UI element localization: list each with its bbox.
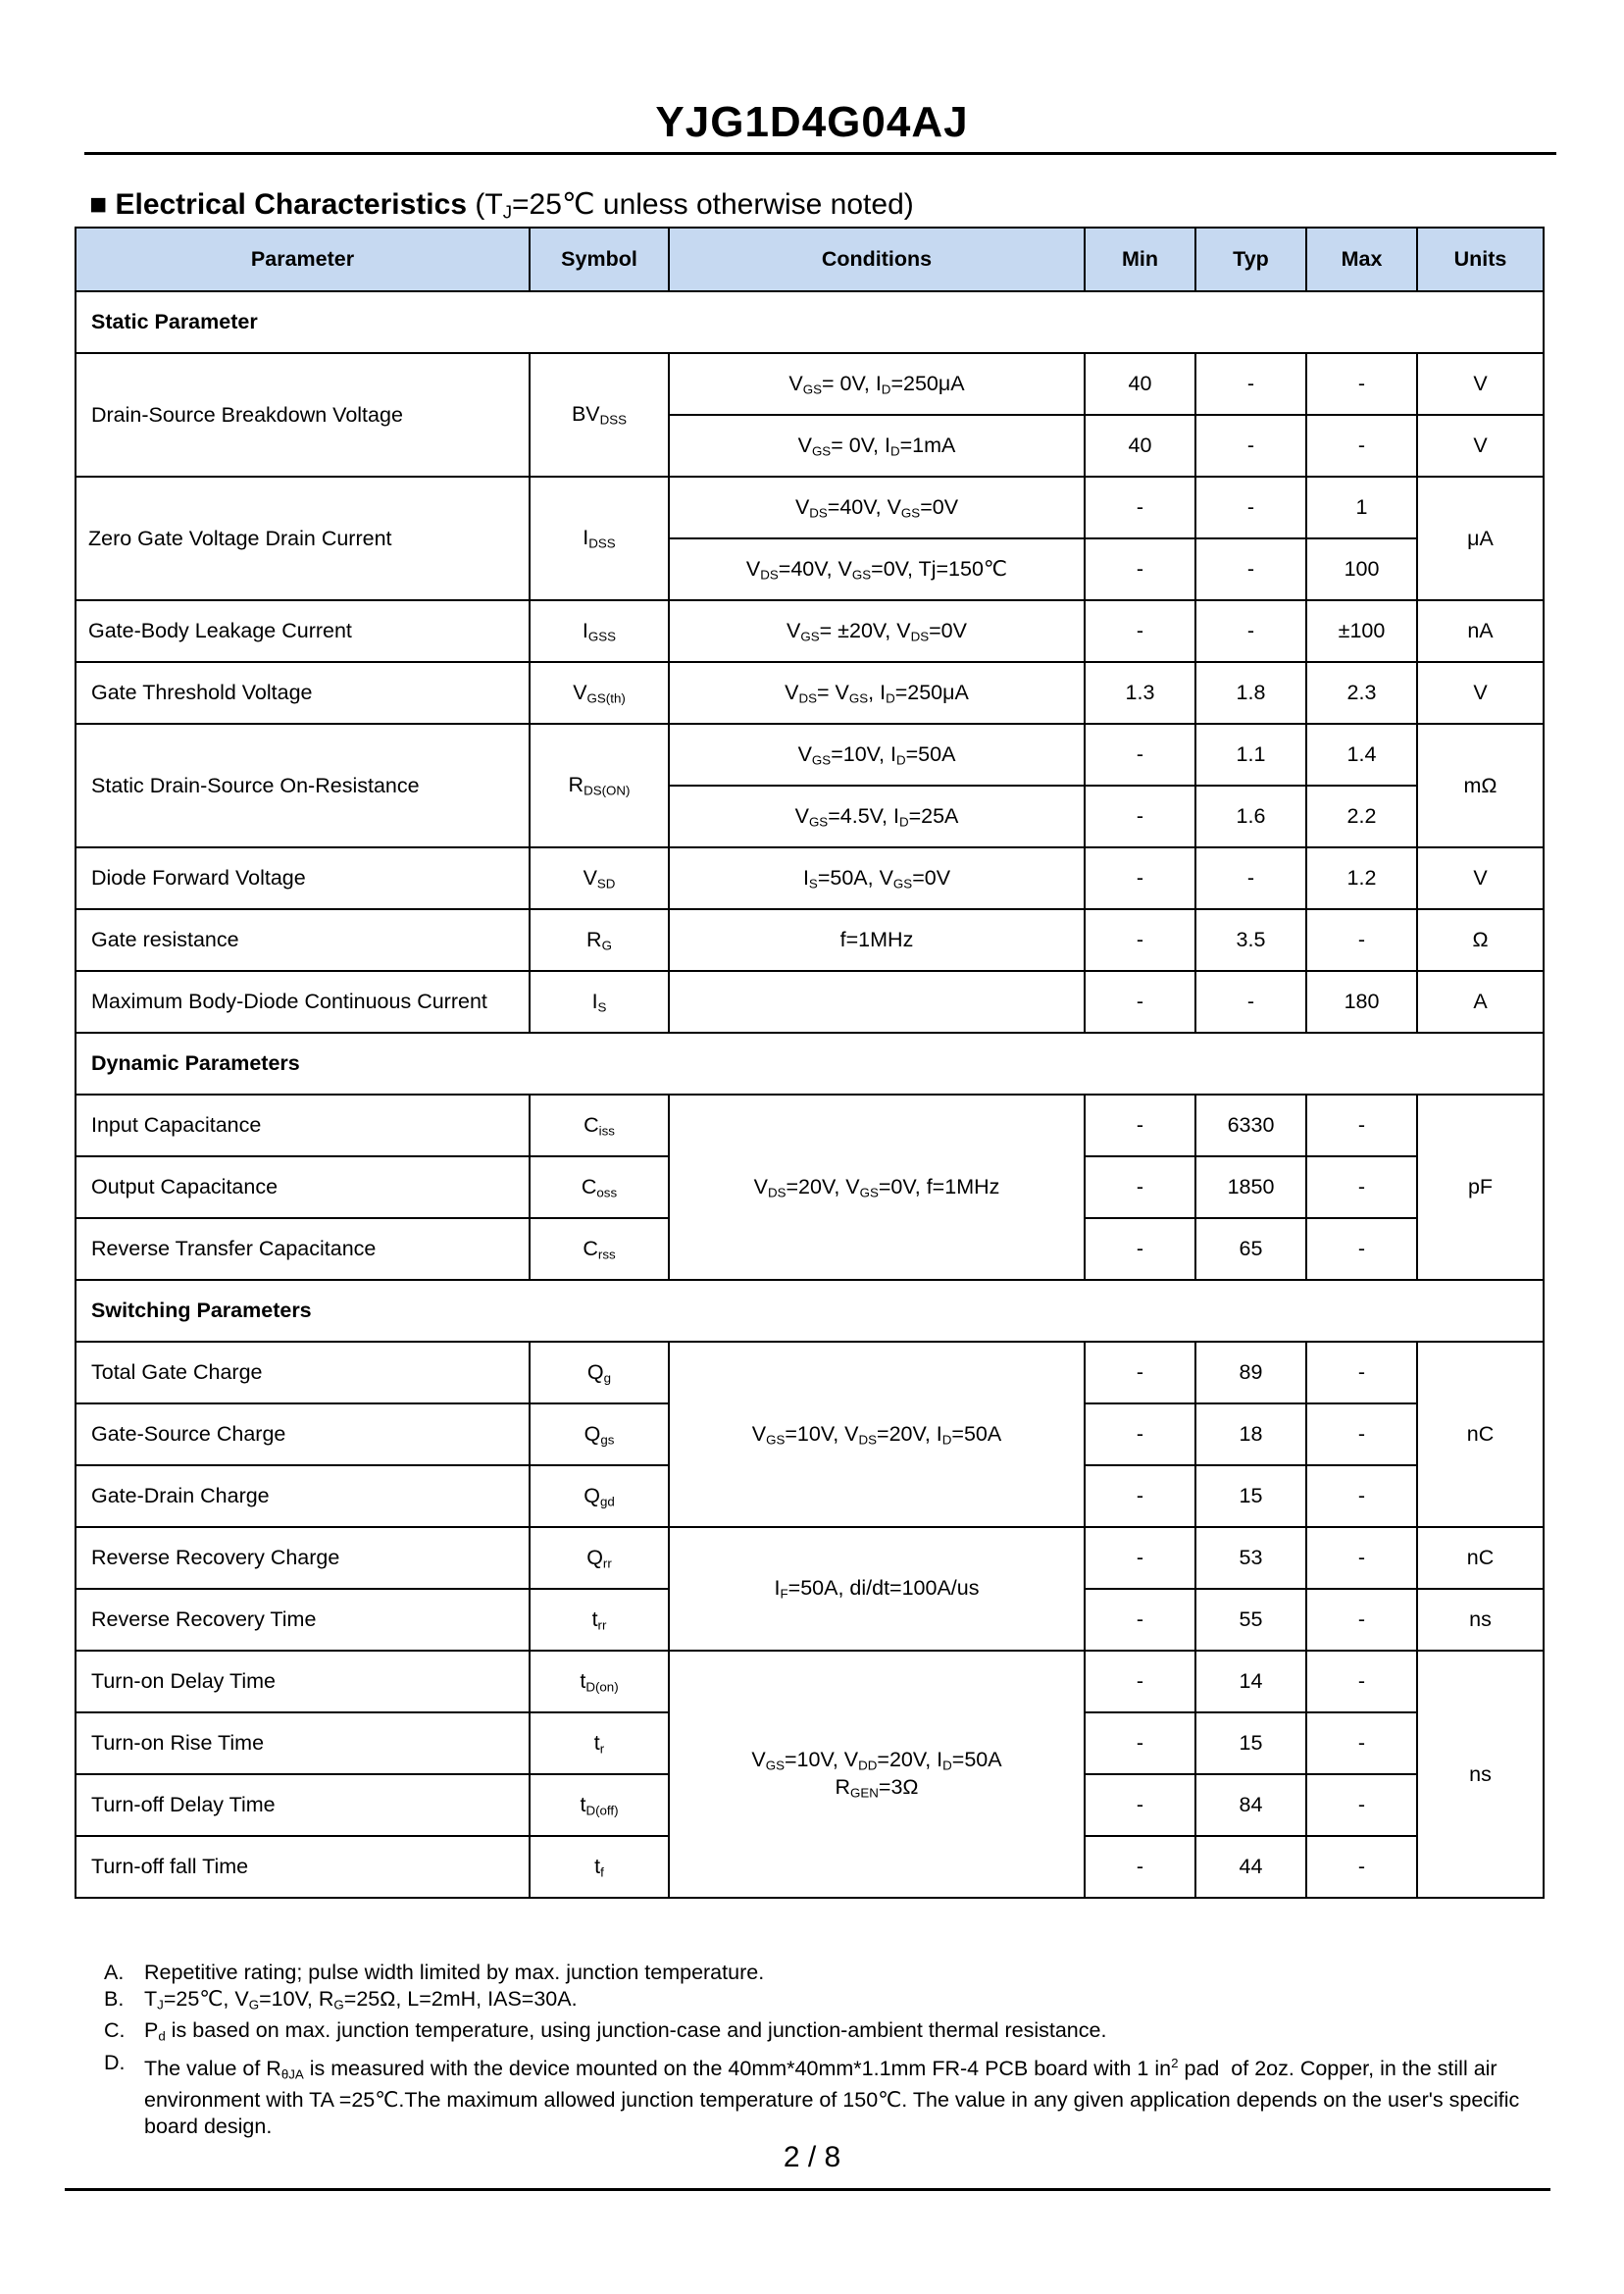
typ-cell: 15	[1195, 1465, 1306, 1527]
param-name: Turn-off Delay Time	[76, 1774, 530, 1836]
document-title: YJG1D4G04AJ	[655, 98, 969, 146]
units-cell: μA	[1417, 477, 1544, 600]
group-row-switching	[76, 1280, 1544, 1342]
table-row	[76, 477, 1544, 538]
header-units: Units	[1417, 228, 1544, 291]
min-cell: -	[1085, 477, 1195, 538]
header-typ: Typ	[1195, 228, 1306, 291]
page-number: 2 / 8	[783, 2141, 841, 2173]
footnotes	[104, 1960, 1536, 2140]
typ-cell: -	[1195, 538, 1306, 600]
symbol-cell: $t_r$	[530, 1712, 669, 1774]
param-name: Gate-Source Charge	[76, 1403, 530, 1465]
typ-cell: 1.6	[1195, 786, 1306, 847]
max-cell: ±100	[1306, 600, 1417, 662]
footnote-letter: A.	[104, 1961, 125, 1984]
max-cell: -	[1306, 1651, 1417, 1712]
typ-cell: 1.8	[1195, 662, 1306, 724]
param-name: Input Capacitance	[76, 1095, 530, 1156]
table-row	[76, 1095, 1544, 1156]
symbol-cell: $t_f$	[530, 1836, 669, 1898]
units-cell: nA	[1417, 600, 1544, 662]
max-cell: -	[1306, 1712, 1417, 1774]
param-name: Total Gate Charge	[76, 1342, 530, 1403]
symbol-cell: $t_{rr}$	[530, 1589, 669, 1651]
min-cell: -	[1085, 1774, 1195, 1836]
param-name: Diode Forward Voltage	[76, 847, 530, 909]
symbol-cell: $I_S$	[530, 971, 669, 1033]
symbol-cell: $C_{rss}$	[530, 1218, 669, 1280]
max-cell: 100	[1306, 538, 1417, 600]
min-cell: -	[1085, 1589, 1195, 1651]
min-cell: -	[1085, 1465, 1195, 1527]
symbol-cell: $Q_{gs}$	[530, 1403, 669, 1465]
typ-cell: 3.5	[1195, 909, 1306, 971]
footnote-b	[104, 1986, 1536, 2017]
param-name: Gate Threshold Voltage	[76, 662, 530, 724]
group-row-static	[76, 291, 1544, 353]
param-name: Turn-on Rise Time	[76, 1712, 530, 1774]
typ-cell: 65	[1195, 1218, 1306, 1280]
footnote-letter: C.	[104, 2018, 126, 2043]
units-cell: A	[1417, 971, 1544, 1033]
footnote-letter: D.	[104, 2050, 126, 2074]
symbol-cell: $C_{iss}$	[530, 1095, 669, 1156]
typ-cell: -	[1195, 415, 1306, 477]
min-cell: -	[1085, 1156, 1195, 1218]
symbol-cell: $C_{oss}$	[530, 1156, 669, 1218]
condition-cell: $I_S=50A$, $V_{GS}=0V$	[669, 847, 1085, 909]
units-cell: nC	[1417, 1527, 1544, 1589]
symbol-cell: $BV_{DSS}$	[530, 353, 669, 477]
condition-cell: $V_{DS}= V_{GS}$, $I_D=250\mu A$	[669, 662, 1085, 724]
typ-cell: -	[1195, 847, 1306, 909]
min-cell: -	[1085, 1836, 1195, 1898]
typ-cell: -	[1195, 477, 1306, 538]
param-name: Reverse Recovery Time	[76, 1589, 530, 1651]
condition-cell: f=1MHz	[669, 909, 1085, 971]
max-cell: -	[1306, 1774, 1417, 1836]
table-row	[76, 909, 1544, 971]
min-cell: -	[1085, 1712, 1195, 1774]
max-cell: 180	[1306, 971, 1417, 1033]
max-cell: -	[1306, 1527, 1417, 1589]
min-cell: -	[1085, 1403, 1195, 1465]
typ-cell: 1.1	[1195, 724, 1306, 786]
symbol-cell: $Q_{gd}$	[530, 1465, 669, 1527]
footnote-text: $P_d$ is based on max. junction temperature, using junction-case and junction-ambient thermal resistance.	[144, 2018, 1107, 2044]
max-cell: 1.4	[1306, 724, 1417, 786]
section-bullet: ■	[89, 188, 108, 221]
param-name: Gate-Drain Charge	[76, 1465, 530, 1527]
min-cell: -	[1085, 724, 1195, 786]
param-name: Drain-Source Breakdown Voltage	[76, 353, 530, 477]
title-divider	[84, 152, 1556, 155]
table-row	[76, 724, 1544, 786]
symbol-cell: $t_{D(on)}$	[530, 1651, 669, 1712]
units-cell: Ω	[1417, 909, 1544, 971]
min-cell: -	[1085, 786, 1195, 847]
max-cell: -	[1306, 1342, 1417, 1403]
max-cell: -	[1306, 1836, 1417, 1898]
max-cell: -	[1306, 1156, 1417, 1218]
max-cell: 1	[1306, 477, 1417, 538]
table-row	[76, 353, 1544, 415]
min-cell: 40	[1085, 353, 1195, 415]
table-row	[76, 1651, 1544, 1712]
table-row	[76, 971, 1544, 1033]
footnote-text: $T_J=25℃$, $V_G=10V$, $R_G=25\Omega$, L=2mH, IAS=30A.	[144, 1987, 578, 2013]
typ-cell: 84	[1195, 1774, 1306, 1836]
param-name: Static Drain-Source On-Resistance	[76, 724, 530, 847]
symbol-cell: $V_{SD}$	[530, 847, 669, 909]
condition-cell: $V_{GS}=10V$, $V_{DD}=20V$, $I_D=50A$ $R_{GEN}=3\Omega$	[669, 1651, 1085, 1898]
symbol-cell: $V_{GS(th)}$	[530, 662, 669, 724]
header-min: Min	[1085, 228, 1195, 291]
condition-cell	[669, 971, 1085, 1033]
group-row-dynamic	[76, 1033, 1544, 1095]
param-name: Reverse Recovery Charge	[76, 1527, 530, 1589]
condition-cell: $V_{DS}=20V$, $V_{GS}=0V$, f=1MHz	[669, 1095, 1085, 1280]
units-cell: V	[1417, 847, 1544, 909]
max-cell: -	[1306, 1218, 1417, 1280]
param-name: Gate-Body Leakage Current	[76, 600, 530, 662]
header-max: Max	[1306, 228, 1417, 291]
header-conditions: Conditions	[669, 228, 1085, 291]
electrical-characteristics-table	[75, 227, 1545, 1899]
condition-cell: $I_F=50A$, di/dt=100A/us	[669, 1527, 1085, 1651]
min-cell: 40	[1085, 415, 1195, 477]
symbol-cell: $R_{DS(ON)}$	[530, 724, 669, 847]
condition-cell: $V_{GS}=10V$, $V_{DS}=20V$, $I_D=50A$	[669, 1342, 1085, 1527]
typ-cell: -	[1195, 600, 1306, 662]
typ-cell: -	[1195, 971, 1306, 1033]
table-header-row	[76, 228, 1544, 291]
section-heading	[89, 187, 914, 224]
footnote-text: The value of $R_{\theta JA}$ is measured with the device mounted on the 40mm*40mm*1.1mm FR-4 PCB board with 1 $in^2$ pad of 2oz. Copper, in the still air environment with TA =25℃.The maximum allowed junction temperature of 150℃. The value in any given application depends on the user's specific board design.	[144, 2055, 1520, 2138]
min-cell: -	[1085, 538, 1195, 600]
footnote-a	[104, 1960, 1536, 1986]
footnote-text: Repetitive rating; pulse width limited by max. junction temperature.	[144, 1961, 765, 1984]
condition-cell: $V_{DS}=40V$, $V_{GS}=0V$, Tj=150℃	[669, 538, 1085, 600]
units-cell: pF	[1417, 1095, 1544, 1280]
max-cell: -	[1306, 1403, 1417, 1465]
header-symbol: Symbol	[530, 228, 669, 291]
section-heading-text: Electrical Characteristics	[115, 188, 468, 221]
footnote-c	[104, 2017, 1536, 2049]
symbol-cell: $I_{DSS}$	[530, 477, 669, 600]
typ-cell: 15	[1195, 1712, 1306, 1774]
param-name: Maximum Body-Diode Continuous Current	[76, 971, 530, 1033]
condition-cell: $V_{GS}=10V$, $I_D=50A$	[669, 724, 1085, 786]
min-cell: -	[1085, 1651, 1195, 1712]
max-cell: -	[1306, 1589, 1417, 1651]
max-cell: -	[1306, 1465, 1417, 1527]
max-cell: 2.2	[1306, 786, 1417, 847]
symbol-cell: $I_{GSS}$	[530, 600, 669, 662]
condition-cell: $V_{GS}= 0V$, $I_D=250\mu A$	[669, 353, 1085, 415]
units-cell: nC	[1417, 1342, 1544, 1527]
condition-cell: $V_{GS}=4.5V$, $I_D=25A$	[669, 786, 1085, 847]
condition-cell: $V_{GS}= \pm 20V$, $V_{DS}=0V$	[669, 600, 1085, 662]
group-label-dynamic: Dynamic Parameters	[76, 1033, 1544, 1095]
typ-cell: 89	[1195, 1342, 1306, 1403]
units-cell: V	[1417, 662, 1544, 724]
max-cell: 2.3	[1306, 662, 1417, 724]
condition-cell: $V_{GS}= 0V$, $I_D=1mA$	[669, 415, 1085, 477]
table-row	[76, 600, 1544, 662]
typ-cell: 1850	[1195, 1156, 1306, 1218]
typ-cell: 14	[1195, 1651, 1306, 1712]
header-parameter: Parameter	[76, 228, 530, 291]
min-cell: -	[1085, 600, 1195, 662]
units-cell: ns	[1417, 1589, 1544, 1651]
typ-cell: 44	[1195, 1836, 1306, 1898]
min-cell: -	[1085, 1527, 1195, 1589]
max-cell: -	[1306, 909, 1417, 971]
param-name: Gate resistance	[76, 909, 530, 971]
param-name: Turn-off fall Time	[76, 1836, 530, 1898]
min-cell: -	[1085, 1095, 1195, 1156]
group-label-static: Static Parameter	[76, 291, 1544, 353]
symbol-cell: $Q_{rr}$	[530, 1527, 669, 1589]
param-name: Turn-on Delay Time	[76, 1651, 530, 1712]
units-cell: V	[1417, 353, 1544, 415]
typ-cell: 6330	[1195, 1095, 1306, 1156]
footnote-d	[104, 2050, 1536, 2140]
table-row	[76, 847, 1544, 909]
min-cell: -	[1085, 971, 1195, 1033]
max-cell: -	[1306, 353, 1417, 415]
table-row	[76, 662, 1544, 724]
param-name: Output Capacitance	[76, 1156, 530, 1218]
footer-divider	[65, 2188, 1550, 2191]
symbol-cell: $t_{D(off)}$	[530, 1774, 669, 1836]
units-cell: mΩ	[1417, 724, 1544, 847]
param-name: Zero Gate Voltage Drain Current	[76, 477, 530, 600]
max-cell: 1.2	[1306, 847, 1417, 909]
typ-cell: -	[1195, 353, 1306, 415]
min-cell: -	[1085, 1342, 1195, 1403]
symbol-cell: $R_G$	[530, 909, 669, 971]
symbol-cell: $Q_g$	[530, 1342, 669, 1403]
min-cell: -	[1085, 1218, 1195, 1280]
typ-cell: 55	[1195, 1589, 1306, 1651]
table-row	[76, 1342, 1544, 1403]
table-row	[76, 1527, 1544, 1589]
section-conditions: ($T_J=25℃$ unless otherwise noted)	[475, 188, 914, 223]
footnote-letter: B.	[104, 1987, 125, 2011]
min-cell: -	[1085, 909, 1195, 971]
typ-cell: 18	[1195, 1403, 1306, 1465]
units-cell: ns	[1417, 1651, 1544, 1898]
group-label-switching: Switching Parameters	[76, 1280, 1544, 1342]
typ-cell: 53	[1195, 1527, 1306, 1589]
min-cell: 1.3	[1085, 662, 1195, 724]
param-name: Reverse Transfer Capacitance	[76, 1218, 530, 1280]
min-cell: -	[1085, 847, 1195, 909]
condition-cell: $V_{DS}=40V$, $V_{GS}=0V$	[669, 477, 1085, 538]
units-cell: V	[1417, 415, 1544, 477]
max-cell: -	[1306, 415, 1417, 477]
max-cell: -	[1306, 1095, 1417, 1156]
